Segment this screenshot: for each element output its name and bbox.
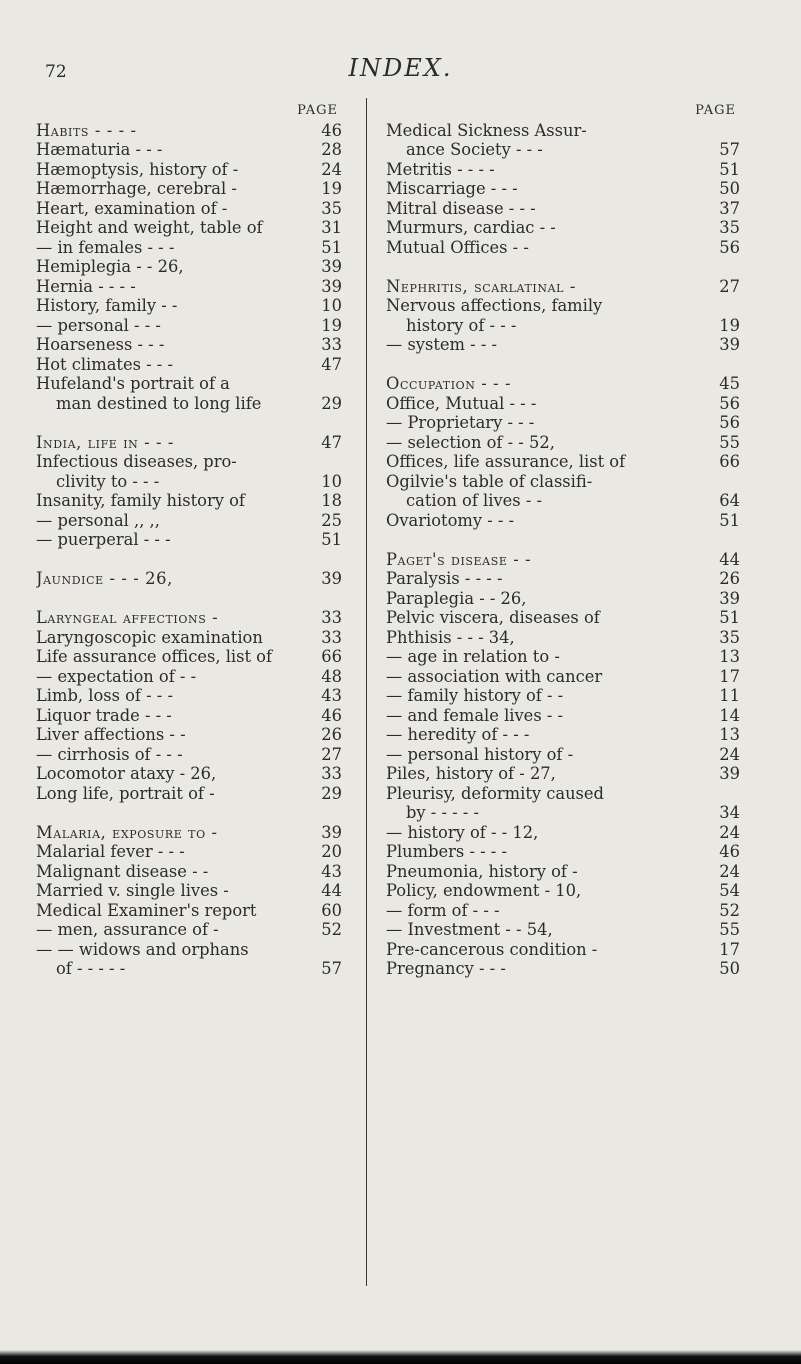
index-entry xyxy=(386,433,740,453)
index-entry-text: Ovariotomy - - - xyxy=(386,510,515,530)
index-entry-page: 52 xyxy=(321,920,342,939)
index-entry xyxy=(36,842,342,862)
index-entry-text: Nephritis, scarlatinal - xyxy=(386,276,576,296)
index-entry-page: 55 xyxy=(719,920,740,939)
index-entry-text: Hernia - - - - xyxy=(36,276,136,296)
index-entry xyxy=(36,764,342,784)
index-entry-text: Pre-cancerous condition - xyxy=(386,939,598,959)
page-title: INDEX. xyxy=(348,54,453,82)
index-entry xyxy=(36,335,342,355)
index-entry xyxy=(386,550,740,570)
index-entry-text: — puerperal - - - xyxy=(36,530,171,549)
index-entry xyxy=(386,803,740,823)
index-entry-text: Laryngeal affections - xyxy=(36,608,219,627)
index-entry-text: Phthisis - - - 34, xyxy=(386,627,515,647)
index-entry xyxy=(36,199,342,219)
index-entry xyxy=(386,452,740,472)
scan-edge xyxy=(0,1350,801,1364)
index-entry xyxy=(386,374,740,394)
index-entry-page: 57 xyxy=(719,140,740,159)
index-entry-page: 55 xyxy=(719,432,740,452)
index-entry-page: 47 xyxy=(321,432,342,452)
index-entry-text: — personal ,, ,, xyxy=(36,510,160,530)
index-entry-text: Habits - - - - xyxy=(36,120,137,140)
index-entry-text: Mutual Offices - - xyxy=(386,237,529,257)
index-entry-page: 57 xyxy=(321,959,342,978)
index-entry-page: 33 xyxy=(321,608,342,627)
index-entry-page: 39 xyxy=(719,764,740,783)
index-column-left xyxy=(36,101,342,979)
index-entry-page: 19 xyxy=(321,179,342,198)
section-gap xyxy=(386,257,740,277)
index-entry xyxy=(386,238,740,258)
index-entry-text: Hot climates - - - xyxy=(36,354,173,374)
index-entry-text: India, life in - - - xyxy=(36,432,175,452)
index-entry-text: Mitral disease - - - xyxy=(386,198,536,218)
index-entry-page: 54 xyxy=(719,881,740,900)
index-entry xyxy=(36,355,342,375)
index-entry xyxy=(386,199,740,219)
index-entry-text: Infectious diseases, pro- xyxy=(36,452,237,471)
index-entry-page: 51 xyxy=(321,237,342,257)
index-entry-page: 28 xyxy=(321,140,342,159)
index-entry-text: Jaundice - - - 26, xyxy=(36,569,173,588)
index-entry-text: Laryngoscopic examination xyxy=(36,627,263,647)
index-entry-page: 26 xyxy=(321,725,342,744)
index-entry-text: Paraplegia - - 26, xyxy=(386,588,527,608)
index-entry-text: man destined to long life xyxy=(56,393,262,413)
index-entry-text: Plumbers - - - - xyxy=(386,842,507,861)
index-entry xyxy=(36,667,342,687)
index-entry xyxy=(36,686,342,706)
index-entry-text: Nervous affections, family xyxy=(386,296,603,315)
index-entry-page: 29 xyxy=(321,783,342,803)
index-entry-text: Hemiplegia - - 26, xyxy=(36,257,184,276)
index-entry xyxy=(386,160,740,180)
index-entry-text: Miscarriage - - - xyxy=(386,179,518,198)
index-entry xyxy=(36,257,342,277)
index-entry-text: Pneumonia, history of - xyxy=(386,861,578,881)
index-entry xyxy=(36,511,342,531)
index-entry-page: 51 xyxy=(719,608,740,627)
index-entry xyxy=(386,491,740,511)
index-entry xyxy=(36,491,342,511)
index-entry xyxy=(386,628,740,648)
index-entry-text: Hæmaturia - - - xyxy=(36,140,163,159)
index-entries-right xyxy=(386,121,740,979)
index-entry xyxy=(36,920,342,940)
index-entry-page: 25 xyxy=(321,510,342,530)
section-gap xyxy=(386,355,740,375)
index-entry xyxy=(386,218,740,238)
index-entry xyxy=(386,784,740,804)
index-entry-page: 17 xyxy=(719,666,740,686)
index-entry-text: — men, assurance of - xyxy=(36,920,219,939)
index-entry xyxy=(386,296,740,316)
index-entry xyxy=(36,238,342,258)
index-entry-page: 10 xyxy=(321,471,342,491)
index-entry xyxy=(386,823,740,843)
index-entry xyxy=(386,842,740,862)
index-entry-text: Occupation - - - xyxy=(386,374,512,393)
index-entry-page: 29 xyxy=(321,393,342,413)
index-entry-page: 27 xyxy=(719,276,740,296)
index-entry xyxy=(36,218,342,238)
index-entry-page: 33 xyxy=(321,335,342,354)
index-entry xyxy=(36,316,342,336)
index-entry-page: 19 xyxy=(321,315,342,335)
index-entry-page: 39 xyxy=(321,569,342,588)
index-entry-page: 33 xyxy=(321,627,342,647)
index-entry xyxy=(386,686,740,706)
index-entry-text: Pregnancy - - - xyxy=(386,959,506,978)
index-entry-page: 52 xyxy=(719,900,740,920)
index-entry-text: Hufeland's portrait of a xyxy=(36,374,230,393)
index-entry-page: 26 xyxy=(719,569,740,588)
index-entry-page: 14 xyxy=(719,705,740,725)
index-entry-text: Married v. single lives - xyxy=(36,881,229,900)
index-entry-page: 35 xyxy=(719,627,740,647)
index-entry-page: 64 xyxy=(719,491,740,510)
index-entry xyxy=(386,394,740,414)
index-entry xyxy=(386,335,740,355)
index-entry-page: 48 xyxy=(321,666,342,686)
index-entry-page: 43 xyxy=(321,686,342,705)
index-entry-page: 35 xyxy=(321,198,342,218)
section-gap xyxy=(36,550,342,570)
index-entry-text: — expectation of - - xyxy=(36,666,197,686)
index-entry-page: 60 xyxy=(321,900,342,920)
index-entry xyxy=(36,569,342,589)
index-entry-page: 34 xyxy=(719,803,740,822)
index-entry-page: 39 xyxy=(321,257,342,276)
index-entry-text: ance Society - - - xyxy=(406,140,543,159)
index-entry xyxy=(386,881,740,901)
index-entry xyxy=(36,959,342,979)
index-entry-text: — history of - - 12, xyxy=(386,822,539,842)
index-entry-text: History, family - - xyxy=(36,296,178,315)
index-entry xyxy=(386,316,740,336)
index-entry xyxy=(36,296,342,316)
index-entry-page: 44 xyxy=(719,549,740,569)
index-entry-text: Offices, life assurance, list of xyxy=(386,452,626,471)
index-entry xyxy=(386,608,740,628)
index-entry-page: 39 xyxy=(321,276,342,296)
index-entry-text: history of - - - xyxy=(406,315,517,335)
index-entry xyxy=(386,901,740,921)
index-entry xyxy=(386,706,740,726)
index-entry-text: Liquor trade - - - xyxy=(36,705,172,725)
index-entries-left xyxy=(36,121,342,979)
index-entry-page: 50 xyxy=(719,959,740,978)
index-entry xyxy=(36,608,342,628)
index-entry-page: 45 xyxy=(719,374,740,393)
index-entry-text: — in females - - - xyxy=(36,237,175,257)
index-entry-page: 13 xyxy=(719,647,740,666)
index-entry-page: 66 xyxy=(321,647,342,666)
index-entry-page: 31 xyxy=(321,218,342,237)
index-entry xyxy=(36,901,342,921)
index-entry xyxy=(386,745,740,765)
index-entry-text: Limb, loss of - - - xyxy=(36,686,173,705)
index-entry-page: 24 xyxy=(321,159,342,179)
index-entry-text: Locomotor ataxy - 26, xyxy=(36,764,217,783)
index-entry xyxy=(36,160,342,180)
index-entry-page: 46 xyxy=(321,120,342,140)
index-entry-text: — form of - - - xyxy=(386,900,500,920)
index-entry xyxy=(36,530,342,550)
index-entry-text: — selection of - - 52, xyxy=(386,432,555,452)
index-entry xyxy=(36,452,342,472)
index-entry-page: 51 xyxy=(719,510,740,530)
index-entry-page: 47 xyxy=(321,354,342,374)
index-entry xyxy=(36,862,342,882)
column-divider xyxy=(366,98,367,1286)
index-entry-text: Heart, examination of - xyxy=(36,198,228,218)
index-entry-page: 33 xyxy=(321,764,342,783)
index-entry-text: Malaria, exposure to - xyxy=(36,822,218,842)
index-entry xyxy=(36,725,342,745)
index-entry-text: Office, Mutual - - - xyxy=(386,393,537,413)
index-entry xyxy=(386,959,740,979)
index-entry-text: Hæmoptysis, history of - xyxy=(36,159,239,179)
index-entry xyxy=(36,823,342,843)
index-entry-text: Life assurance offices, list of xyxy=(36,647,273,666)
index-entry xyxy=(386,511,740,531)
index-entry xyxy=(36,433,342,453)
index-entry-page: 46 xyxy=(719,842,740,861)
index-entry xyxy=(36,140,342,160)
index-entry-text: Pleurisy, deformity caused xyxy=(386,783,604,803)
index-entry-page: 19 xyxy=(719,315,740,335)
index-entry-text: by - - - - - xyxy=(406,803,480,822)
page-column-label: PAGE xyxy=(297,103,338,118)
index-entry xyxy=(36,940,342,960)
index-entry-text: Medical Sickness Assur- xyxy=(386,120,587,140)
index-entry-text: — age in relation to - xyxy=(386,647,560,666)
index-entry xyxy=(386,121,740,141)
index-entry-page: 56 xyxy=(719,413,740,432)
index-entry-text: — personal - - - xyxy=(36,315,161,335)
index-entry xyxy=(386,179,740,199)
section-gap xyxy=(36,589,342,609)
index-entry xyxy=(36,784,342,804)
index-entry xyxy=(36,121,342,141)
page-number: 72 xyxy=(45,62,67,82)
index-entry-page: 56 xyxy=(719,237,740,257)
index-entry xyxy=(36,179,342,199)
index-entry-page: 24 xyxy=(719,861,740,881)
index-entry xyxy=(36,628,342,648)
index-entry-text: — family history of - - xyxy=(386,686,564,705)
index-entry-text: Murmurs, cardiac - - xyxy=(386,218,556,237)
page-column-label: PAGE xyxy=(695,103,736,118)
section-gap xyxy=(36,413,342,433)
index-entry xyxy=(36,394,342,414)
index-entry-page: 10 xyxy=(321,296,342,315)
index-entry-page: 66 xyxy=(719,452,740,471)
index-entry-page: 18 xyxy=(321,491,342,510)
section-gap xyxy=(36,803,342,823)
page-header xyxy=(0,50,801,90)
index-entry-page: 17 xyxy=(719,939,740,959)
section-gap xyxy=(386,530,740,550)
index-entry-text: Liver affections - - xyxy=(36,725,186,744)
index-entry-page: 24 xyxy=(719,744,740,764)
index-entry-text: — and female lives - - xyxy=(386,705,564,725)
index-entry-text: Height and weight, table of xyxy=(36,218,263,237)
index-entry xyxy=(386,413,740,433)
index-entry xyxy=(36,881,342,901)
index-entry-page: 11 xyxy=(719,686,740,705)
index-entry-page: 46 xyxy=(321,705,342,725)
index-entry-page: 20 xyxy=(321,842,342,861)
index-entry-text: Medical Examiner's report xyxy=(36,900,257,920)
index-entry-text: — Proprietary - - - xyxy=(386,413,535,432)
index-entry-page: 43 xyxy=(321,861,342,881)
index-entry-page: 24 xyxy=(719,822,740,842)
index-entry-text: of - - - - - xyxy=(56,959,126,978)
index-entry-text: Malarial fever - - - xyxy=(36,842,185,861)
index-entry xyxy=(36,647,342,667)
index-entry-text: — personal history of - xyxy=(386,744,574,764)
index-entry xyxy=(36,277,342,297)
index-entry xyxy=(386,569,740,589)
index-entry xyxy=(386,277,740,297)
index-entry-page: 39 xyxy=(719,335,740,354)
index-entry-text: Paget's disease - - xyxy=(386,549,532,569)
index-entry-page: 35 xyxy=(719,218,740,237)
index-entry xyxy=(386,764,740,784)
index-entry-text: Insanity, family history of xyxy=(36,491,245,510)
index-entry-text: — Investment - - 54, xyxy=(386,920,553,939)
index-entry xyxy=(386,647,740,667)
index-entry-page: 51 xyxy=(719,159,740,179)
index-entry-page: 44 xyxy=(321,881,342,900)
index-entry-text: Long life, portrait of - xyxy=(36,783,215,803)
index-entry-text: — cirrhosis of - - - xyxy=(36,744,183,764)
index-entry xyxy=(386,667,740,687)
index-entry xyxy=(386,862,740,882)
index-entry-text: — association with cancer xyxy=(386,666,603,686)
index-entry-text: — system - - - xyxy=(386,335,498,354)
index-entry-page: 50 xyxy=(719,179,740,198)
index-entry xyxy=(36,472,342,492)
index-entry-text: Piles, history of - 27, xyxy=(386,764,556,783)
index-entry-page: 39 xyxy=(719,588,740,608)
index-column-right xyxy=(386,101,740,979)
index-entry-text: Ogilvie's table of classifi- xyxy=(386,471,593,491)
index-entry xyxy=(386,589,740,609)
index-entry-text: cation of lives - - xyxy=(406,491,542,510)
index-entry xyxy=(386,920,740,940)
index-entry xyxy=(36,706,342,726)
index-entry-text: Policy, endowment - 10, xyxy=(386,881,582,900)
index-entry-text: Hoarseness - - - xyxy=(36,335,165,354)
index-entry-page: 27 xyxy=(321,744,342,764)
index-entry-text: — heredity of - - - xyxy=(386,725,530,744)
index-entry-text: Malignant disease - - xyxy=(36,861,209,881)
index-entry-text: Hæmorrhage, cerebral - xyxy=(36,179,237,198)
index-entry xyxy=(386,472,740,492)
index-entry-page: 56 xyxy=(719,393,740,413)
index-entry xyxy=(36,745,342,765)
index-entry xyxy=(386,725,740,745)
index-entry-text: Pelvic viscera, diseases of xyxy=(386,608,600,627)
index-entry xyxy=(36,374,342,394)
index-entry-text: — — widows and orphans xyxy=(36,939,249,959)
index-entry-page: 37 xyxy=(719,198,740,218)
index-entry-text: Metritis - - - - xyxy=(386,159,495,179)
index-entry xyxy=(386,940,740,960)
index-entry xyxy=(386,140,740,160)
index-entry-text: Paralysis - - - - xyxy=(386,569,503,588)
index-entry-text: clivity to - - - xyxy=(56,471,160,491)
index-entry-page: 39 xyxy=(321,822,342,842)
index-entry-page: 13 xyxy=(719,725,740,744)
index-entry-page: 51 xyxy=(321,530,342,549)
